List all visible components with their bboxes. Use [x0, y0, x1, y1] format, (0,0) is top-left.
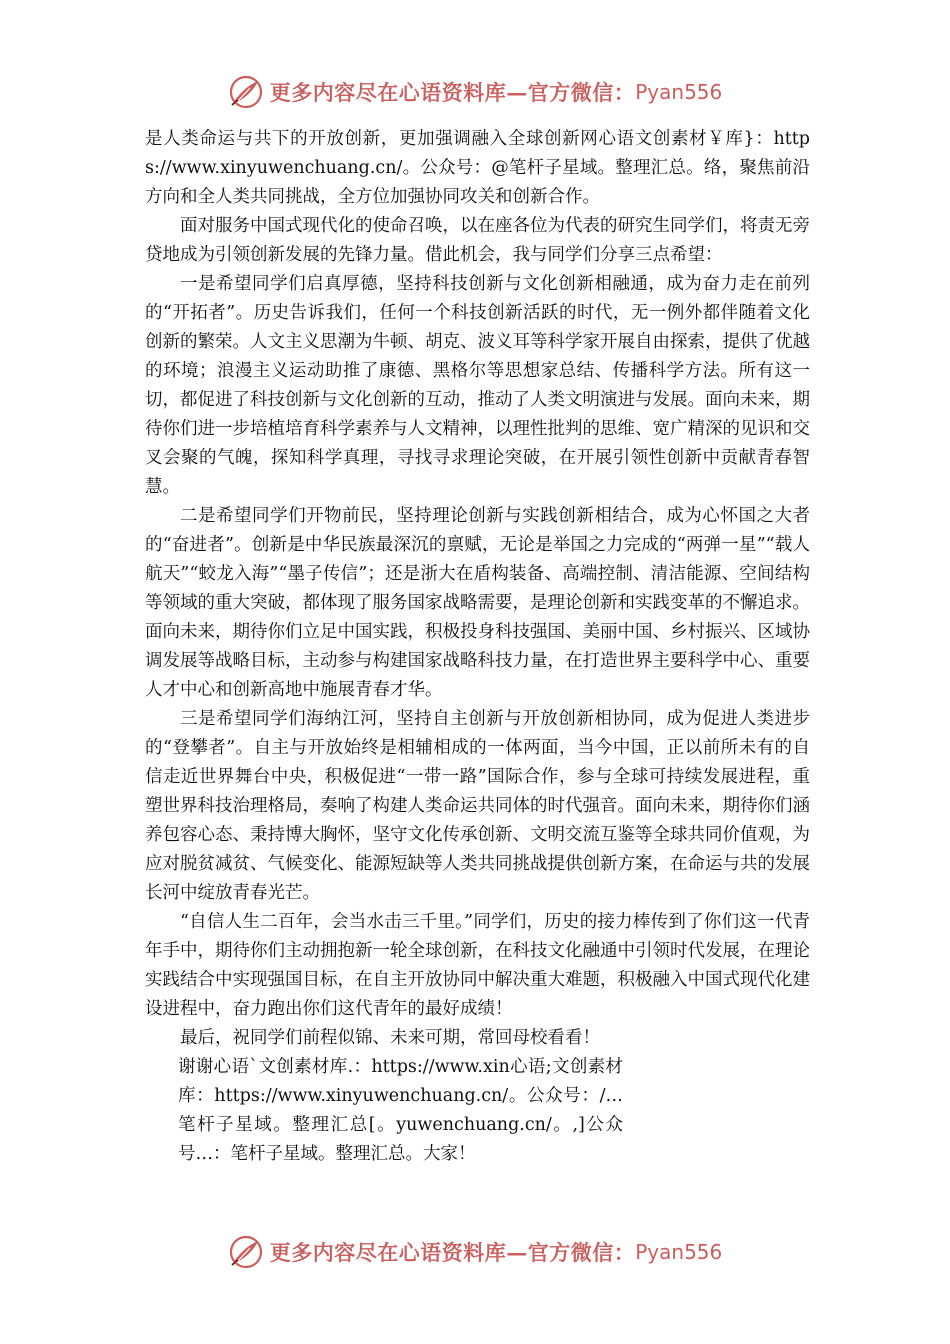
feather-pen-logo-icon	[228, 74, 264, 110]
paragraph-1: 是人类命运与共下的开放创新，更加强调融入全球创新网心语文创素材￥库}：https://www.xinyuwenchuang.cn/。公众号：@笔杆子星域。整理汇总。络，聚焦前沿方向和全人类共同挑战，全方位加强协同攻关和创新合作。	[145, 129, 810, 207]
footer-banner-text: 更多内容尽在心语资料库—官方微信：	[269, 1240, 636, 1265]
document-body	[145, 125, 810, 1169]
paragraph-5: 三是希望同学们海纳江河，坚持自主创新与开放创新相协同，成为促进人类进步的“登攀者”。自主与开放始终是相辅相成的一体两面，当今中国，正以前所未有的自信走近世界舞台中央，积极促进“一带一路”国际合作，参与全球可持续发展进程，重塑世界科技治理格局，奏响了构建人类命运共同体的时代强音。面向未来，期待你们涵养包容心态、秉持博大胸怀，坚守文化传承创新、文明交流互鉴等全球共同价值观，为应对脱贫减贫、气候变化、能源短缺等人类共同挑战提供创新方案，在命运与共的发展长河中绽放青春光芒。	[145, 709, 810, 903]
paragraph-4: 二是希望同学们开物前民，坚持理论创新与实践创新相结合，成为心怀国之大者的“奋进者”。创新是中华民族最深沉的禀赋，无论是举国之力完成的“两弹一星”“载人航天”“蛟龙入海”“墨子传信”；还是浙大在盾构装备、高端控制、清洁能源、空间结构等领域的重大突破，都体现了服务国家战略需要，是理论创新和实践变革的不懈追求。面向未来，期待你们立足中国实践，积极投身科技强国、美丽中国、乡村振兴、区域协调发展等战略目标，主动参与构建国家战略科技力量，在打造世界主要科学中心、重要人才中心和创新高地中施展青春才华。	[145, 506, 810, 700]
header-banner	[0, 72, 950, 112]
header-wechat-id: Pyan556	[635, 80, 723, 104]
feather-pen-logo-icon	[228, 1234, 264, 1270]
header-banner-text: 更多内容尽在心语资料库—官方微信：	[269, 80, 636, 105]
paragraph-3: 一是希望同学们启真厚德，坚持科技创新与文化创新相融通，成为奋力走在前列的“开拓者”。历史告诉我们，任何一个科技创新活跃的时代，无一例外都伴随着文化创新的繁荣。人文主义思潮为牛顿、胡克、波义耳等科学家开展自由探索，提供了优越的环境；浪漫主义运动助推了康德、黑格尔等思想家总结、传播科学方法。所有这一切，都促进了科技创新与文化创新的互动，推动了人类文明演进与发展。面向未来，期待你们进一步培植培育科学素养与人文精神，以理性批判的思维、宽广精深的见识和交叉会聚的气魄，探知科学真理，寻找寻求理论突破，在开展引领性创新中贡献青春智慧。	[145, 274, 810, 497]
footer-wechat-id: Pyan556	[635, 1240, 723, 1264]
paragraph-6: “自信人生二百年，会当水击三千里。”同学们，历史的接力棒传到了你们这一代青年手中，期待你们主动拥抱新一轮全球创新，在科技文化融通中引领时代发展，在理论实践结合中实现强国目标，在自主开放协同中解决重大难题，积极融入中国式现代化建设进程中，奋力跑出你们这代青年的最好成绩！	[145, 912, 810, 1019]
thanks-paragraph: 谢谢心语`文创素材库.：https://www.xin心语;文创素材库：https://www.xinyuwenchuang.cn/。公众号：/…笔杆子星域。整理汇总[。yuwenchuang.cn/。,]公众号…：笔杆子星域。整理汇总。大家！	[178, 1057, 623, 1164]
paragraph-2: 面对服务中国式现代化的使命召唤，以在座各位为代表的研究生同学们，将责无旁贷地成为引领创新发展的先锋力量。借此机会，我与同学们分享三点希望：	[145, 216, 810, 265]
paragraph-7: 最后，祝同学们前程似锦、未来可期，常回母校看看！	[180, 1028, 600, 1048]
footer-banner	[0, 1232, 950, 1272]
